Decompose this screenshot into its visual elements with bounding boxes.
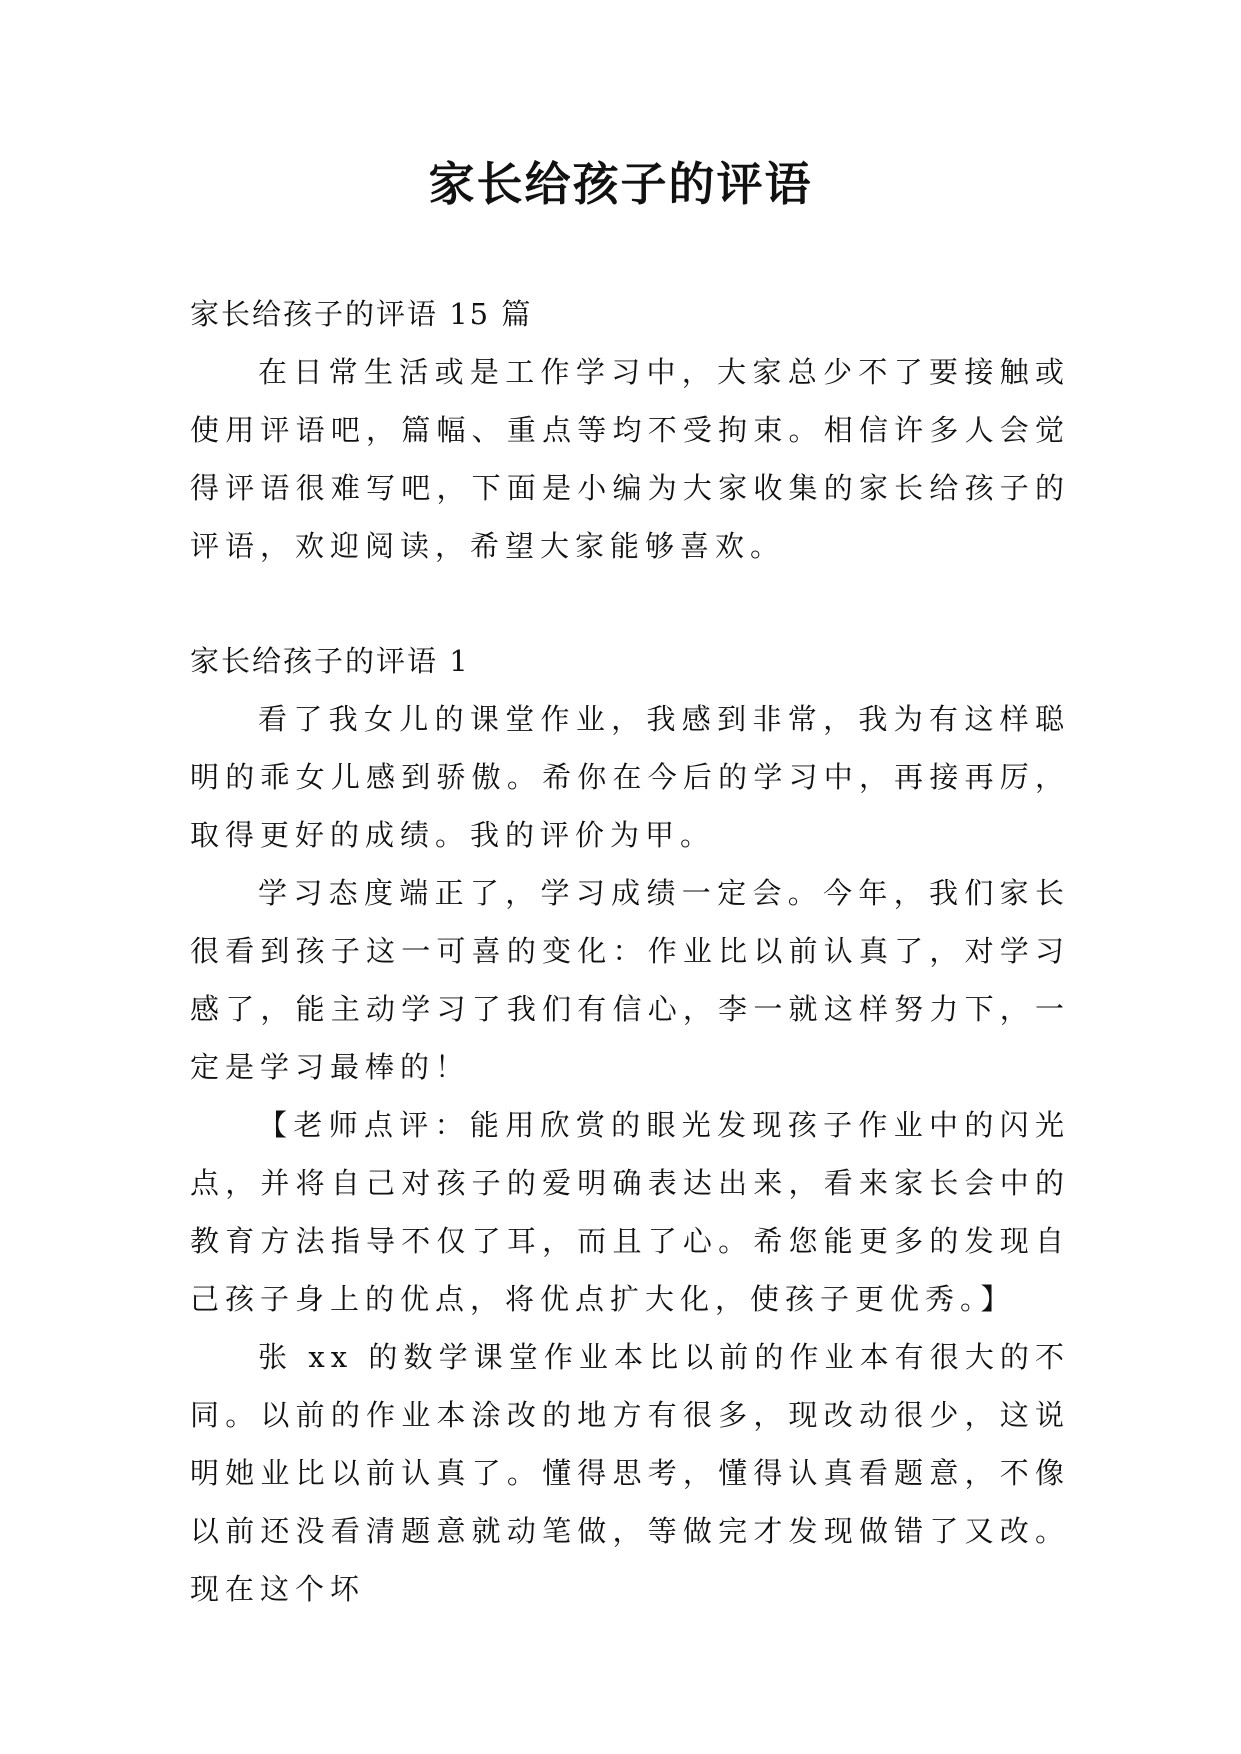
section-1-paragraph-2: 学习态度端正了，学习成绩一定会。今年，我们家长很看到孩子这一可喜的变化：作业比以前认真了，对学习感了，能主动学习了我们有信心，李一就这样努力下，一定是学习最棒的！ xyxy=(190,876,1070,1084)
teacher-comment-paragraph: 【老师点评：能用欣赏的眼光发现孩子作业中的闪光点，并将自己对孩子的爱明确表达出来，看来家长会中的教育方法指导不仅了耳，而且了心。希您能更多的发现自己孩子身上的优点，将优点扩大化，使孩子更优秀。】 xyxy=(190,1108,1070,1316)
intro-heading: 家长给孩子的评语 15 篇 xyxy=(190,297,533,331)
intro-paragraph: 在日常生活或是工作学习中，大家总少不了要接触或使用评语吧，篇幅、重点等均不受拘束。相信许多人会觉得评语很难写吧，下面是小编为大家收集的家长给孩子的评语，欢迎阅读，希望大家能够喜欢。 xyxy=(190,355,1070,563)
document-body xyxy=(190,285,1070,1618)
section-1-heading: 家长给孩子的评语 1 xyxy=(190,644,470,678)
section-spacer xyxy=(190,575,1070,632)
section-1-paragraph-4: 张 xx 的数学课堂作业本比以前的作业本有很大的不同。以前的作业本涂改的地方有很多，现改动很少，这说明她业比以前认真了。懂得思考，懂得认真看题意，不像以前还没看清题意就动笔做，等做完才发现做错了又改。现在这个坏 xyxy=(190,1340,1070,1606)
document-title: 家长给孩子的评语 xyxy=(428,157,813,211)
section-1-paragraph-1: 看了我女儿的课堂作业，我感到非常，我为有这样聪明的乖女儿感到骄傲。希你在今后的学习中，再接再厉，取得更好的成绩。我的评价为甲。 xyxy=(190,702,1070,852)
